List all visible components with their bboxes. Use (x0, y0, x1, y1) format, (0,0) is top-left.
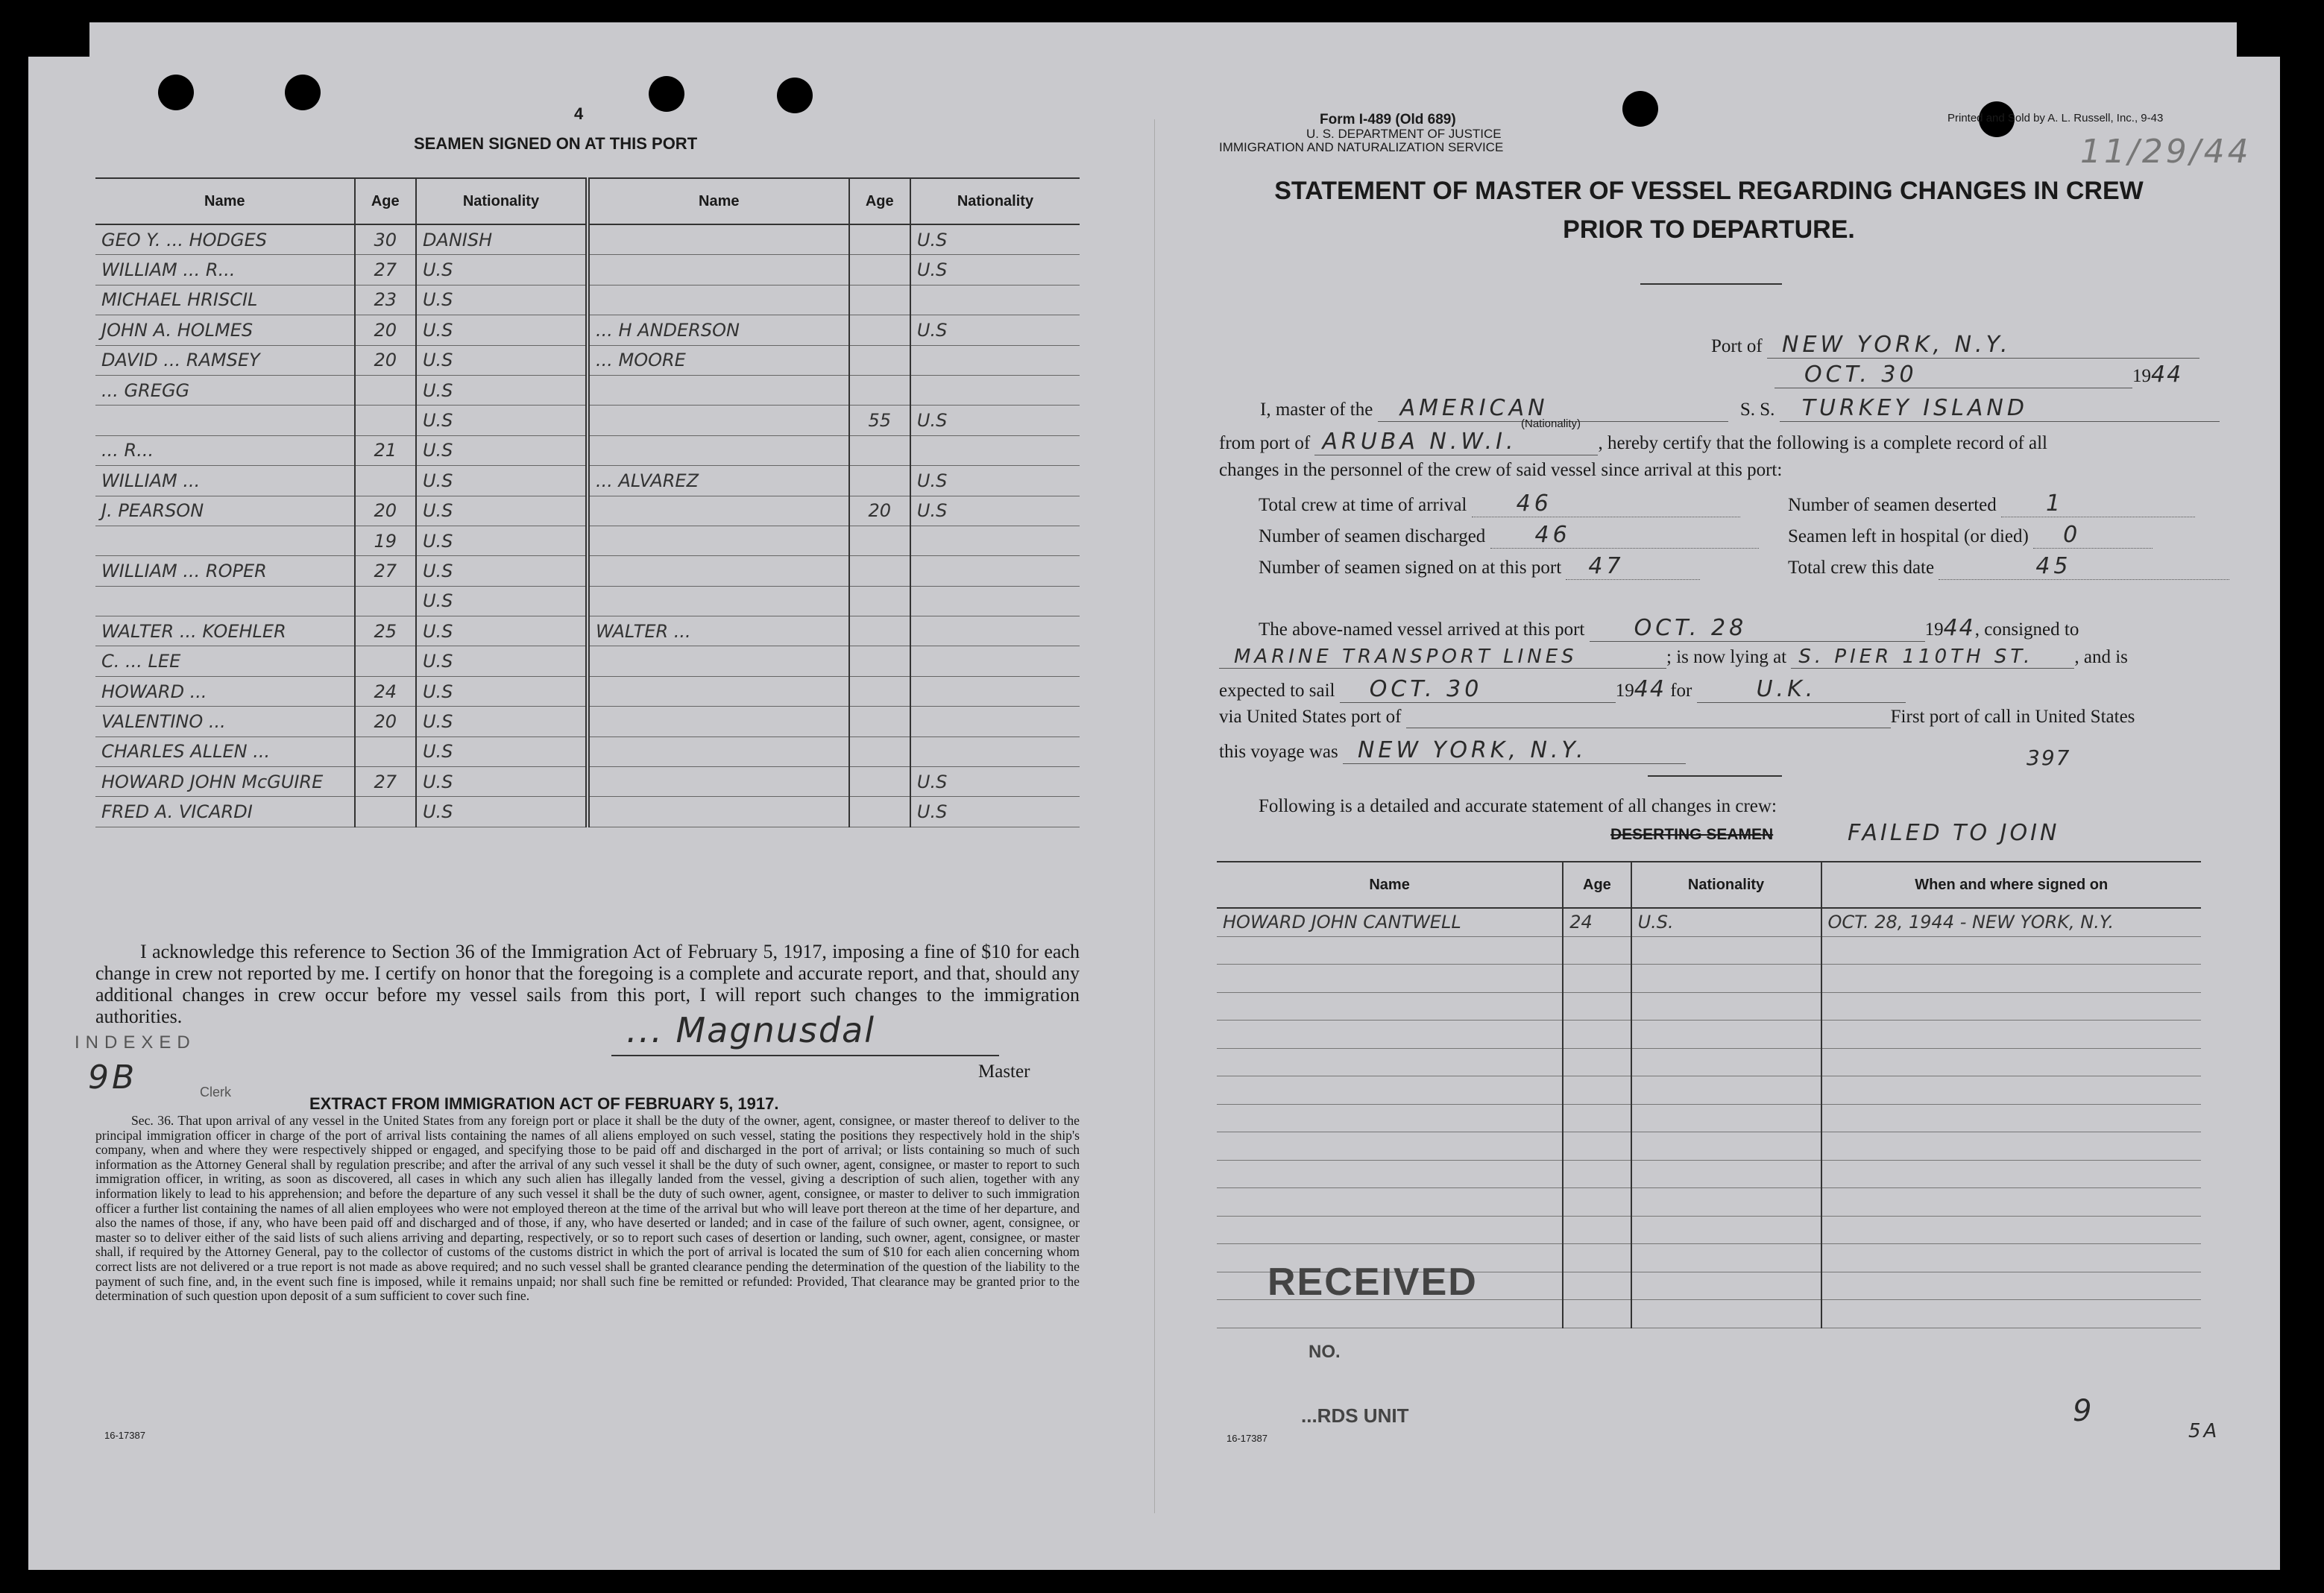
cell-age: 20 (355, 315, 416, 345)
cell-name: WALTER ... (588, 616, 849, 646)
cell-age (849, 616, 910, 646)
acknowledgment-paragraph: I acknowledge this reference to Section 36 of the Immigration Act of February 5, 1917, imposing a fine of $10 for each change in crew not reported by me. I certify on honor that the foregoing is a complete and accurate report, and that, should any additional changes in crew occur before my vessel sails from this port, I will report such changes to the immigration authorities. (95, 941, 1080, 1027)
cell-nat: U.S (416, 767, 588, 797)
cell-name (588, 285, 849, 315)
corner-mark: 5A (2188, 1420, 2220, 1442)
cell-nat: U.S (416, 646, 588, 676)
column-header: Nationality (416, 178, 588, 224)
cell-age: 27 (355, 767, 416, 797)
cell-name: FRED A. VICARDI (95, 797, 355, 827)
table-row (1217, 992, 2201, 1021)
table-row (1217, 1160, 2201, 1188)
cell-nationality (1631, 1216, 1821, 1244)
cell-name (588, 767, 849, 797)
cell-nat: U.S (910, 767, 1080, 797)
cell-name: VALENTINO ... (95, 707, 355, 736)
cell-name (1217, 992, 1563, 1021)
cell-signed-on (1821, 1021, 2202, 1049)
cell-age (355, 797, 416, 827)
cell-age: 23 (355, 285, 416, 315)
section-rule (1648, 775, 1782, 777)
cell-nat: U.S (416, 285, 588, 315)
column-header: Name (1217, 862, 1563, 908)
table-row (95, 556, 1080, 586)
cell-age (1563, 1076, 1631, 1105)
cell-name (588, 586, 849, 616)
cell-nationality (1631, 1160, 1821, 1188)
corner-date: 11/29/44 (2080, 133, 2252, 171)
cell-age (1563, 1048, 1631, 1076)
table-row (95, 375, 1080, 405)
cell-name (1217, 936, 1563, 965)
cell-nationality (1631, 1272, 1821, 1300)
cell-name (588, 496, 849, 526)
cell-signed-on (1821, 992, 2202, 1021)
cell-age (849, 736, 910, 766)
cell-age (1563, 1244, 1631, 1272)
seamen-signed-on-table (95, 177, 1080, 827)
cell-nationality (1631, 992, 1821, 1021)
stat-total-date: Total crew this date 45 (1788, 553, 2229, 580)
table-row (1217, 1076, 2201, 1105)
cell-signed-on (1821, 1132, 2202, 1161)
date-field: OCT. 30 (1775, 362, 2132, 388)
cell-nationality (1631, 936, 1821, 965)
received-stamp: RECEIVED (1268, 1261, 1478, 1304)
table-row (1217, 1048, 2201, 1076)
cell-name (588, 435, 849, 465)
cell-age: 55 (849, 406, 910, 435)
cell-age (849, 526, 910, 555)
cell-signed-on (1821, 965, 2202, 993)
table-row (95, 797, 1080, 827)
column-header: Name (588, 178, 849, 224)
expected-field: OCT. 30 (1340, 676, 1616, 703)
table-row (95, 466, 1080, 496)
table-row (1217, 965, 2201, 993)
title-rule (1640, 283, 1782, 285)
crew-changes-table (1217, 861, 2201, 1328)
table-row (95, 736, 1080, 766)
cell-nat: U.S (416, 345, 588, 375)
cell-name: ... ALVAREZ (588, 466, 849, 496)
cell-signed-on (1821, 1300, 2202, 1328)
cell-age (355, 375, 416, 405)
cell-name: WILLIAM ... ROPER (95, 556, 355, 586)
consignee-line: MARINE TRANSPORT LINES ; is now lying at S. PIER 110TH ST. , and is (1219, 646, 2128, 669)
service: IMMIGRATION AND NATURALIZATION SERVICE (1219, 140, 1504, 154)
cell-nat (910, 616, 1080, 646)
cell-age (355, 406, 416, 435)
nationality-caption: (Nationality) (1521, 417, 1581, 430)
cell-name (588, 556, 849, 586)
cell-age (1563, 992, 1631, 1021)
cell-name: GEO Y. ... HODGES (95, 224, 355, 255)
from-port-field: ARUBA N.W.I. (1314, 429, 1598, 455)
cell-age: 19 (355, 526, 416, 555)
punch-hole (285, 75, 321, 110)
cell-name (588, 676, 849, 706)
cell-nationality (1631, 965, 1821, 993)
port-of-field: NEW YORK, N.Y. (1767, 332, 2199, 359)
cell-name (1217, 1021, 1563, 1049)
cell-nat (910, 707, 1080, 736)
table-row (95, 526, 1080, 555)
cell-age (355, 466, 416, 496)
page-mark: 397 (2027, 745, 2071, 770)
certify-line: changes in the personnel of the crew of said vessel since arrival at this port: (1219, 460, 1783, 480)
cell-nat (910, 285, 1080, 315)
cell-age (1563, 1300, 1631, 1328)
cell-age (849, 224, 910, 255)
cell-signed-on (1821, 1076, 2202, 1105)
cell-nationality (1631, 1076, 1821, 1105)
cell-nat: U.S (416, 435, 588, 465)
cell-signed-on (1821, 1104, 2202, 1132)
cell-signed-on (1821, 936, 2202, 965)
cell-age (849, 345, 910, 375)
table-row (1217, 1216, 2201, 1244)
cell-name (1217, 1160, 1563, 1188)
master-label: Master (978, 1062, 1030, 1082)
cell-name: ... R... (95, 435, 355, 465)
consignee-field: MARINE TRANSPORT LINES (1219, 646, 1666, 669)
cell-name (95, 586, 355, 616)
table-row (95, 616, 1080, 646)
cell-nat: U.S (416, 315, 588, 345)
cell-name: ... GREGG (95, 375, 355, 405)
cell-nat: U.S (910, 406, 1080, 435)
destination-field: U.K. (1697, 676, 1906, 703)
table-row (95, 406, 1080, 435)
cell-nationality (1631, 1132, 1821, 1161)
cell-name (1217, 1188, 1563, 1217)
table-row (95, 646, 1080, 676)
cell-nat: U.S (416, 406, 588, 435)
cell-nat: U.S (416, 676, 588, 706)
cell-age (849, 707, 910, 736)
master-line: I, master of the AMERICAN S. S. TURKEY ISLAND (1260, 395, 2220, 422)
cell-age (1563, 1021, 1631, 1049)
table-row (1217, 1021, 2201, 1049)
cell-name (588, 646, 849, 676)
clerk-label: Clerk (200, 1085, 232, 1100)
punch-hole (1622, 91, 1658, 127)
cell-name (1217, 1132, 1563, 1161)
cell-name (588, 736, 849, 766)
cell-age: 20 (355, 707, 416, 736)
table-row (95, 345, 1080, 375)
cell-nat: U.S (910, 797, 1080, 827)
cell-name: HOWARD ... (95, 676, 355, 706)
cell-name (1217, 1076, 1563, 1105)
cell-age (849, 586, 910, 616)
table-row (95, 315, 1080, 345)
from-port-line: from port of ARUBA N.W.I. , hereby certify that the following is a complete record of all (1219, 429, 2048, 455)
cell-age: 27 (355, 255, 416, 285)
column-header: Age (1563, 862, 1631, 908)
cell-age (849, 315, 910, 345)
table-row (95, 586, 1080, 616)
cell-age (1563, 965, 1631, 993)
date-line: OCT. 30 1944 (1775, 362, 2182, 388)
table-row (95, 285, 1080, 315)
cell-nat: U.S (910, 466, 1080, 496)
left-section-title: SEAMEN SIGNED ON AT THIS PORT (414, 134, 698, 153)
cell-name: ... MOORE (588, 345, 849, 375)
cell-age (1563, 1216, 1631, 1244)
cell-nat: U.S (416, 616, 588, 646)
cell-nat: U.S (416, 707, 588, 736)
cell-nationality (1631, 1244, 1821, 1272)
voyage-line: this voyage was NEW YORK, N.Y. (1219, 737, 1686, 764)
table-row (95, 676, 1080, 706)
cell-name: C. ... LEE (95, 646, 355, 676)
voyage-field: NEW YORK, N.Y. (1343, 737, 1686, 764)
cell-nat: U.S (416, 556, 588, 586)
cell-nationality (1631, 1048, 1821, 1076)
page-number: 4 (574, 104, 584, 123)
table-row (1217, 1132, 2201, 1161)
stat-discharged: Number of seamen discharged 46 (1259, 522, 1759, 549)
cell-name: JOHN A. HOLMES (95, 315, 355, 345)
cell-nat: U.S (910, 496, 1080, 526)
cell-name (588, 526, 849, 555)
form-title: STATEMENT OF MASTER OF VESSEL REGARDING CHANGES IN CREW PRIOR TO DEPARTURE. (1274, 177, 2144, 244)
cell-nat: U.S (910, 255, 1080, 285)
column-header: Nationality (910, 178, 1080, 224)
lying-field: S. PIER 110TH ST. (1791, 646, 2074, 669)
stamp-mark: 9 (2073, 1394, 2095, 1428)
stat-hospital: Seamen left in hospital (or died) 0 (1788, 522, 2153, 549)
table-row (95, 224, 1080, 255)
port-line: Port of NEW YORK, N.Y. (1711, 332, 2199, 359)
cell-name: MICHAEL HRISCIL (95, 285, 355, 315)
cell-age (849, 767, 910, 797)
nationality-field: AMERICAN (1378, 395, 1728, 422)
table-row (1217, 1188, 2201, 1217)
cell-age (1563, 1132, 1631, 1161)
cell-nat (910, 345, 1080, 375)
cell-nationality (1631, 1104, 1821, 1132)
cell-name (588, 375, 849, 405)
punch-hole (158, 75, 194, 110)
cell-nat: U.S (416, 496, 588, 526)
cell-age: 30 (355, 224, 416, 255)
cell-nat: DANISH (416, 224, 588, 255)
cell-signed-on: OCT. 28, 1944 - NEW YORK, N.Y. (1821, 908, 2202, 936)
cell-age: 21 (355, 435, 416, 465)
form-number: Form I-489 (Old 689) (1320, 112, 1456, 127)
cell-name: DAVID ... RAMSEY (95, 345, 355, 375)
cell-nat: U.S (910, 315, 1080, 345)
table-row (1217, 908, 2201, 936)
indexed-stamp: INDEXED (75, 1032, 196, 1053)
printer: Printed and Sold by A. L. Russell, Inc., 9-43 (1947, 112, 2164, 124)
cell-name (1217, 1216, 1563, 1244)
arrived-line: The above-named vessel arrived at this port OCT. 28 1944, consigned to (1259, 615, 2079, 641)
cell-nat (910, 556, 1080, 586)
extract-text: Sec. 36. That upon arrival of any vessel in the United States from any foreign port or place it shall be the duty of the owner, agent, consignee, or master thereof to deliver to the principal immigration officer in charge of the port of arrival lists containing the names of all aliens employed on such vessel, stating the positions they respectively hold in the ship's company, when and where they were respectively shipped or engaged, and specifying those to be paid off and discharged in the port of arrival; or lists containing so much of such information as the Attorney General shall by regulation prescribe; and after the arrival of any such vessel it shall be the duty of such owner, agent, consignee, or master to report to such immigration officer, in writing, as soon as discovered, all cases in which any such alien has illegally landed from the vessel, giving a description of such alien, together with any information likely to lead to his apprehension; and before the departure of any such vessel it shall be the duty of such owner, agent, consignee, or master to deliver to such immigration officer a further list containing the names of all alien employees who were not employed thereon at the time of the arrival but who will leave port thereon at the time of her departure, and also the names of those, if any, who have been paid off and discharged and of those, if any, who have deserted or landed; and in case of the failure of such owner, agent, consignee, or master so to deliver either of the said lists of such aliens arriving and departing, respectively, or so to report such cases of desertion or landing, such owner, agent, consignee, or master shall, if required by the Attorney General, pay to the collector of customs of the customs district in which the port of arrival is located the sum of $10 for each alien concerning whom correct lists are not delivered or a true report is not made as above required; and no such vessel shall be granted clearance pending the determination of the question of the liability to the payment of such fine, and, in the event such fine is imposed, while it remains unpaid; nor shall such fine be remitted or refunded: Provided, That clearance may be granted prior to the determination of such question upon deposit of a sum sufficient to cover such fine. (95, 1113, 1080, 1304)
master-signature: ... Magnusdal (626, 1010, 876, 1050)
expected-line: expected to sail OCT. 30 1944 for U.K. (1219, 676, 1906, 703)
stat-deserted: Number of seamen deserted 1 (1788, 490, 2195, 517)
cell-nat: U.S (910, 224, 1080, 255)
cell-age: 24 (355, 676, 416, 706)
stat-total-arrival: Total crew at time of arrival 46 (1259, 490, 1740, 517)
cell-name: J. PEARSON (95, 496, 355, 526)
cell-age (849, 435, 910, 465)
cell-age (849, 797, 910, 827)
failed-to-join: FAILED TO JOIN (1848, 820, 2060, 846)
cell-nat: U.S (416, 586, 588, 616)
cell-nat (910, 526, 1080, 555)
cell-nat (910, 646, 1080, 676)
column-header: Age (355, 178, 416, 224)
page-divider (1154, 119, 1155, 1513)
cell-name (588, 707, 849, 736)
cell-signed-on (1821, 1272, 2202, 1300)
cell-age: 20 (849, 496, 910, 526)
cell-name: HOWARD JOHN CANTWELL (1217, 908, 1563, 936)
right-footer-code: 16-17387 (1226, 1433, 1268, 1444)
cell-age: 24 (1563, 908, 1631, 936)
cell-age: 27 (355, 556, 416, 586)
table-row (95, 707, 1080, 736)
extract-title: EXTRACT FROM IMMIGRATION ACT OF FEBRUARY 5, 1917. (309, 1094, 779, 1113)
column-header: Nationality (1631, 862, 1821, 908)
cell-nat: U.S (416, 255, 588, 285)
punch-hole (777, 78, 813, 113)
clerk-initials: 9B (88, 1059, 138, 1097)
via-line: via United States port of First port of call in United States (1219, 707, 2135, 727)
cell-nationality (1631, 1021, 1821, 1049)
punch-hole (649, 76, 684, 112)
cell-nat: U.S (416, 375, 588, 405)
arrived-field: OCT. 28 (1590, 615, 1925, 642)
cell-name (1217, 1104, 1563, 1132)
cell-signed-on (1821, 1160, 2202, 1188)
cell-signed-on (1821, 1188, 2202, 1217)
cell-age (355, 586, 416, 616)
cell-age (1563, 936, 1631, 965)
cell-nat (910, 375, 1080, 405)
left-footer-code: 16-17387 (104, 1430, 145, 1441)
following-line: Following is a detailed and accurate statement of all changes in crew: (1259, 796, 1777, 816)
cell-signed-on (1821, 1244, 2202, 1272)
cell-name (588, 255, 849, 285)
signature-line (611, 1055, 999, 1056)
cell-age: 20 (355, 496, 416, 526)
cell-name (588, 224, 849, 255)
table-row (95, 767, 1080, 797)
stamp-unit: ...RDS UNIT (1301, 1404, 1409, 1427)
table-row (95, 255, 1080, 285)
column-header: Age (849, 178, 910, 224)
cell-age (849, 375, 910, 405)
cell-age (849, 285, 910, 315)
cell-nat: U.S (416, 526, 588, 555)
column-header: When and where signed on (1821, 862, 2202, 908)
stat-signed-on: Number of seamen signed on at this port 47 (1259, 553, 1700, 580)
cell-age (849, 556, 910, 586)
cell-name (588, 797, 849, 827)
table-row (1217, 936, 2201, 965)
table-row (95, 435, 1080, 465)
cell-nat (910, 435, 1080, 465)
cell-name (95, 526, 355, 555)
cell-name: WALTER ... KOEHLER (95, 616, 355, 646)
cell-name (588, 406, 849, 435)
cell-name: ... H ANDERSON (588, 315, 849, 345)
cell-nationality (1631, 1300, 1821, 1328)
cell-age (355, 646, 416, 676)
cell-name: WILLIAM ... (95, 466, 355, 496)
cell-age (1563, 1188, 1631, 1217)
cell-nat (910, 586, 1080, 616)
cell-signed-on (1821, 1048, 2202, 1076)
cell-name (1217, 1048, 1563, 1076)
table-row (95, 496, 1080, 526)
cell-age: 20 (355, 345, 416, 375)
column-header: Name (95, 178, 355, 224)
cell-age (355, 736, 416, 766)
cell-nat: U.S (416, 736, 588, 766)
cell-name (95, 406, 355, 435)
cell-age (849, 646, 910, 676)
table-row (1217, 1104, 2201, 1132)
cell-nationality: U.S. (1631, 908, 1821, 936)
cell-name: HOWARD JOHN McGUIRE (95, 767, 355, 797)
cell-nat: U.S (416, 797, 588, 827)
cell-age (849, 255, 910, 285)
cell-age (1563, 1160, 1631, 1188)
cell-name (1217, 965, 1563, 993)
stamp-number: NO. (1309, 1342, 1341, 1362)
cell-nat: U.S (416, 466, 588, 496)
cell-age: 25 (355, 616, 416, 646)
cell-nationality (1631, 1188, 1821, 1217)
ship-name-field: TURKEY ISLAND (1780, 395, 2220, 422)
cell-name: CHARLES ALLEN ... (95, 736, 355, 766)
cell-nat (910, 736, 1080, 766)
cell-name: WILLIAM ... R... (95, 255, 355, 285)
cell-age (849, 676, 910, 706)
cell-signed-on (1821, 1216, 2202, 1244)
cell-age (849, 466, 910, 496)
cell-nat (910, 676, 1080, 706)
cell-age (1563, 1272, 1631, 1300)
department: U. S. DEPARTMENT OF JUSTICE (1306, 127, 1502, 141)
deserting-seamen-struck: DESERTING SEAMEN (1610, 826, 1774, 843)
cell-age (1563, 1104, 1631, 1132)
